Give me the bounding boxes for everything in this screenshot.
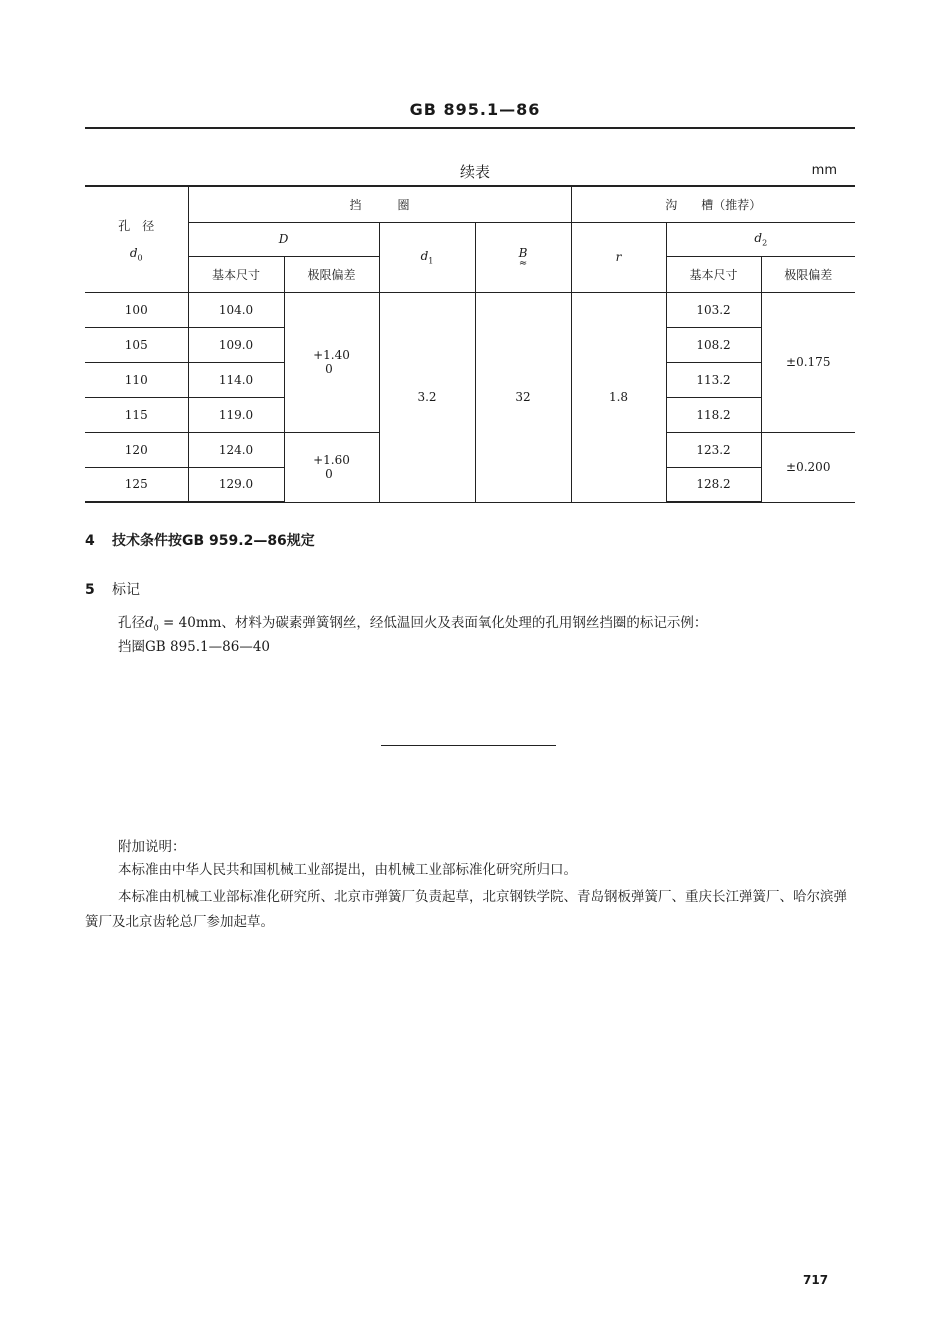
section-5-title: 标记 bbox=[112, 582, 140, 598]
d2-basic-cell: 113.2 bbox=[666, 362, 761, 397]
D-tolerance-cell: +1.60 0 bbox=[284, 432, 379, 502]
B-header: B ≈ bbox=[475, 222, 571, 292]
retaining-ring-group-header: 挡 圈 bbox=[188, 186, 571, 222]
dimension-table bbox=[85, 185, 855, 503]
d2-limit-deviation-header: 极限偏差 bbox=[761, 256, 855, 292]
bore-cell: 125 bbox=[85, 467, 188, 502]
marking-designation: 挡圈GB 895.1—86—40 bbox=[118, 639, 271, 655]
approx-mark: ≈ bbox=[518, 258, 528, 269]
table-caption: 续表 bbox=[459, 163, 490, 181]
header-rule bbox=[85, 127, 855, 129]
groove-group-header: 沟 槽（推荐） bbox=[571, 186, 855, 222]
D-basic-cell: 119.0 bbox=[188, 397, 284, 432]
D-basic-cell: 104.0 bbox=[188, 292, 284, 327]
marking-example-text: 孔径$d_0 = 40mm$、材料为碳素弹簧钢丝，经低温回火及表面氧化处理的孔用钢丝挡圈的标记示例： bbox=[118, 615, 708, 633]
d1-value-cell: 3.2 bbox=[379, 292, 475, 502]
D-limit-deviation-header: 极限偏差 bbox=[284, 256, 379, 292]
D-basic-cell: 109.0 bbox=[188, 327, 284, 362]
bore-symbol: $d_0$ bbox=[129, 245, 143, 262]
r-value-cell: 1.8 bbox=[571, 292, 666, 502]
additional-notes-paragraph-2: 本标准由机械工业部标准化研究所、北京市弹簧厂负责起草，北京钢铁学院、青岛钢板弹簧厂、重庆长江弹簧厂、哈尔滨弹簧厂及北京齿轮总厂参加起草。 bbox=[85, 889, 847, 930]
bore-cell: 110 bbox=[85, 362, 188, 397]
bore-header-cell bbox=[85, 186, 188, 292]
r-header: r bbox=[571, 222, 666, 292]
D-basic-cell: 129.0 bbox=[188, 467, 284, 502]
d2-basic-cell: 123.2 bbox=[666, 432, 761, 467]
section-4 bbox=[85, 530, 315, 550]
bore-cell: 115 bbox=[85, 397, 188, 432]
additional-notes-title: 附加说明： bbox=[118, 839, 186, 855]
D-basic-size-header: 基本尺寸 bbox=[188, 256, 284, 292]
D-header: D bbox=[188, 222, 379, 256]
D-basic-cell: 124.0 bbox=[188, 432, 284, 467]
additional-notes-paragraph-1: 本标准由中华人民共和国机械工业部提出，由机械工业部标准化研究所归口。 bbox=[118, 862, 577, 878]
bore-cell: 105 bbox=[85, 327, 188, 362]
end-rule bbox=[381, 745, 556, 746]
bore-cell: 120 bbox=[85, 432, 188, 467]
d2-tolerance-cell: ±0.175 bbox=[761, 292, 855, 432]
d1-header: $d_1$ bbox=[379, 222, 475, 292]
standard-code-header: GB 895.1—86 bbox=[409, 100, 541, 119]
d2-basic-cell: 108.2 bbox=[666, 327, 761, 362]
d2-basic-cell: 118.2 bbox=[666, 397, 761, 432]
page-number: 717 bbox=[803, 1273, 829, 1287]
d2-tolerance-cell: ±0.200 bbox=[761, 432, 855, 502]
bore-cell: 100 bbox=[85, 292, 188, 327]
d2-header: $d_2$ bbox=[666, 222, 855, 256]
table-row bbox=[85, 292, 855, 327]
B-value-cell: 32 bbox=[475, 292, 571, 502]
table-unit: mm bbox=[811, 163, 837, 178]
D-tolerance-cell: +1.40 0 bbox=[284, 292, 379, 432]
section-4-text: 技术条件按GB 959.2—86规定 bbox=[112, 533, 315, 549]
section-5-number: 5 bbox=[85, 582, 95, 598]
d2-basic-cell: 128.2 bbox=[666, 467, 761, 502]
section-4-number: 4 bbox=[85, 533, 95, 549]
section-5 bbox=[85, 579, 140, 599]
bore-label: 孔 径 bbox=[118, 218, 155, 233]
d2-basic-cell: 103.2 bbox=[666, 292, 761, 327]
D-basic-cell: 114.0 bbox=[188, 362, 284, 397]
d2-basic-size-header: 基本尺寸 bbox=[666, 256, 761, 292]
